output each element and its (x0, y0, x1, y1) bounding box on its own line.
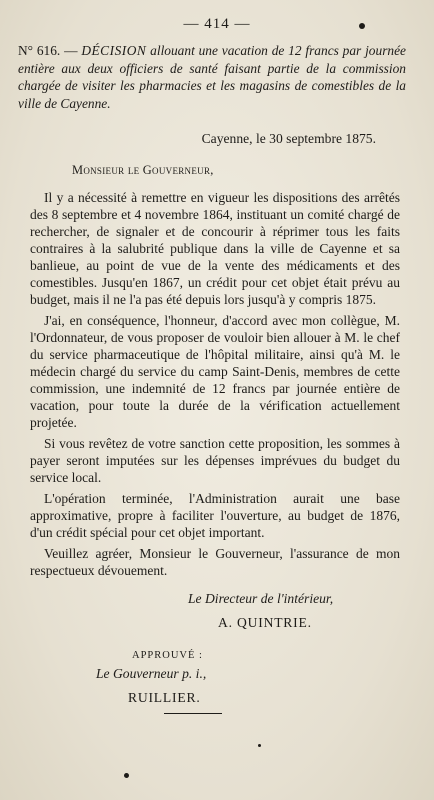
ink-spot (359, 23, 365, 29)
governor-title: Le Gouverneur p. i., (96, 666, 207, 681)
ink-spot (258, 744, 261, 747)
paragraph: Veuillez agréer, Monsieur le Gouverneur, l'assurance de mon respectueux dévouement. (30, 546, 400, 578)
governor-name: RUILLIER. (128, 690, 201, 705)
decision-summary: allouant une vacation de 12 francs par journée entière aux deux officiers de santé faisant partie de la commission chargée de visiter les pharmacies et les magasins de comestibles de la ville de Cayenne. (18, 43, 406, 111)
page-number: — 414 — (183, 16, 251, 32)
paragraph: Il y a nécessité à remettre en vigueur les dispositions des arrêtés des 8 septembre et 4 novembre 1864, instituant un comité chargé de rechercher, de signaler et de concourir à réprimer tous les faits contraires à la salubrité publique dans la ville de Cayenne et sa banlieue, au point de vue de la vente des médicaments et des comestibles. Jusqu'en 1867, un crédit pour cet objet était prévu au budget, mais il ne l'a pas été depuis lors jusqu'à y compris 1875. (30, 190, 400, 307)
paragraph: L'opération terminée, l'Administration aurait une base approximative, propre à faciliter l'ouverture, au budget de 1876, d'un crédit spécial pour cet objet important. (30, 491, 400, 540)
ink-spot (124, 773, 129, 778)
paragraph: Si vous revêtez de votre sanction cette proposition, les sommes à payer seront imputées sur les dépenses imprévues du budget du service local. (30, 436, 400, 485)
paragraph: J'ai, en conséquence, l'honneur, d'accord avec mon collègue, M. l'Ordonnateur, de vous proposer de vouloir bien allouer à M. le chef du service pharmaceutique de l'hôpital militaire, ainsi qu'à M. le médecin chargé du service du camp Saint-Denis, membres de cette commission, une indemnité de 12 francs par journée entière de vacation, pour toute la durée de la vérification actuellement projetée. (30, 313, 400, 430)
decision-keyword: DÉCISION (81, 43, 147, 58)
approved-label: APPROUVÉ : (132, 650, 203, 661)
letter-body (30, 189, 400, 583)
director-name: A. QUINTRIE. (218, 615, 312, 630)
closing-rule (164, 713, 222, 714)
decision-number: N° 616. — (18, 43, 78, 58)
director-title: Le Directeur de l'intérieur, (188, 591, 334, 606)
letter-date: Cayenne, le 30 septembre 1875. (201, 131, 376, 146)
salutation: Monsieur le Gouverneur, (72, 163, 214, 177)
decision-heading (18, 42, 406, 112)
